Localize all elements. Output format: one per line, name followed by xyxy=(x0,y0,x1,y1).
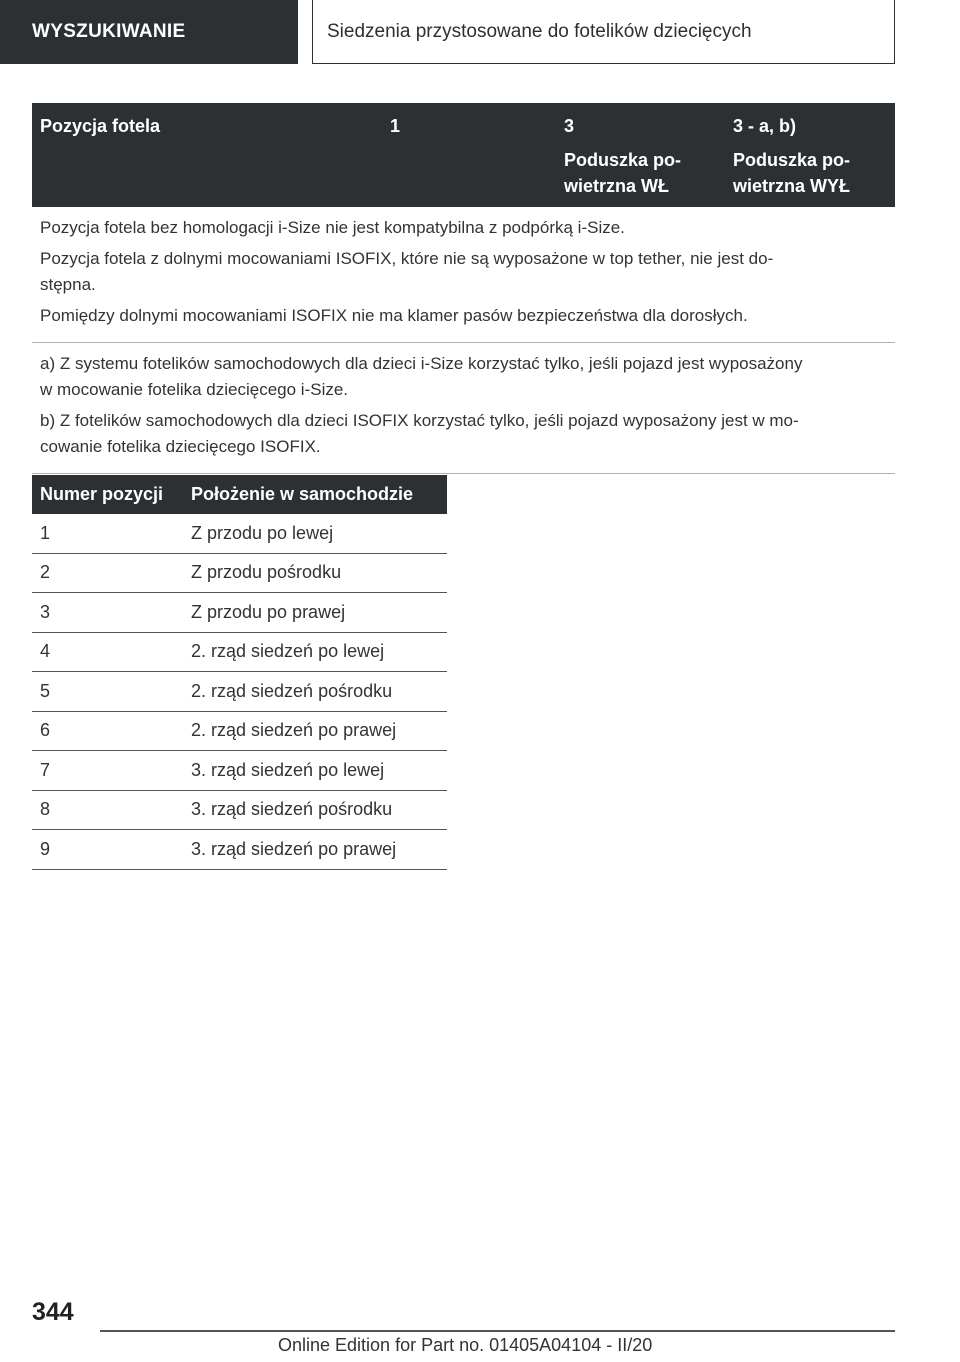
seat-table-header-row xyxy=(32,103,895,207)
position-location: Z przodu pośrodku xyxy=(183,553,447,593)
seat-table-header-cell xyxy=(32,103,382,207)
table-row xyxy=(32,790,447,830)
edition-footer[interactable]: Online Edition for Part no. 01405A04104 - II/20 xyxy=(278,1335,653,1355)
seat-table-header-cell xyxy=(382,103,556,207)
page-title: Siedzenia przystosowane do fotelików dziecięcych xyxy=(312,0,895,64)
position-location: 2. rząd siedzeń po prawej xyxy=(183,711,447,751)
position-number: 1 xyxy=(32,514,183,553)
header-sub: Poduszka po- wietrzna WŁ xyxy=(564,150,682,196)
table-row xyxy=(32,830,447,870)
position-number: 4 xyxy=(32,632,183,672)
position-location: Z przodu po prawej xyxy=(183,593,447,633)
header-main: 1 xyxy=(390,116,401,136)
page-number: 344 xyxy=(32,1298,74,1326)
table-row xyxy=(32,632,447,672)
header-main: 3 xyxy=(564,116,575,136)
seat-table-header-cell xyxy=(725,103,895,207)
header-sub: Poduszka po- wietrzna WYŁ xyxy=(733,150,851,196)
section-tab-search[interactable]: WYSZUKIWANIE xyxy=(0,0,298,64)
notes-cell xyxy=(32,207,895,343)
position-number: 7 xyxy=(32,751,183,791)
footnotes-cell xyxy=(32,343,895,474)
position-location: 3. rząd siedzeń po lewej xyxy=(183,751,447,791)
footnotes-row xyxy=(32,343,895,474)
position-number: 9 xyxy=(32,830,183,870)
position-table-header-cell: Numer pozycji xyxy=(32,475,183,514)
position-location: Z przodu po lewej xyxy=(183,514,447,553)
table-row xyxy=(32,672,447,712)
position-location: 3. rząd siedzeń po prawej xyxy=(183,830,447,870)
table-row xyxy=(32,514,447,553)
note-text: Pozycja fotela bez homologacji i-Size nie jest kompatybilna z podpórką i-Size. xyxy=(40,218,625,237)
position-number: 3 xyxy=(32,593,183,633)
table-row xyxy=(32,553,447,593)
note-text: Pomiędzy dolnymi mocowaniami ISOFIX nie ma klamer pasów bezpieczeństwa dla dorosłych. xyxy=(40,306,748,325)
footnote-text: a) Z systemu fotelików samochodowych dla dzieci i-Size korzystać tylko, jeśli pojazd jest wyposażony w mocowanie fotelika dziecięcego i-Size. xyxy=(40,354,803,399)
position-number: 8 xyxy=(32,790,183,830)
position-number: 2 xyxy=(32,553,183,593)
notes-row xyxy=(32,207,895,343)
position-location: 2. rząd siedzeń po lewej xyxy=(183,632,447,672)
position-location: 2. rząd siedzeń pośrodku xyxy=(183,672,447,712)
position-number-table xyxy=(32,475,447,870)
table-row xyxy=(32,593,447,633)
position-table-header-row xyxy=(32,475,447,514)
seat-position-table xyxy=(32,103,895,474)
position-number: 5 xyxy=(32,672,183,712)
header-main: 3 - a, b) xyxy=(733,116,797,136)
note-text: Pozycja fotela z dolnymi mocowaniami ISOFIX, które nie są wyposażone w top tether, nie jest do- stępna. xyxy=(40,249,774,294)
seat-table-header-cell xyxy=(556,103,725,207)
footer-divider xyxy=(100,1330,895,1332)
position-table-header-cell: Położenie w samochodzie xyxy=(183,475,447,514)
position-number: 6 xyxy=(32,711,183,751)
top-bar xyxy=(0,0,960,66)
header-main: Pozycja fotela xyxy=(40,116,161,136)
table-row xyxy=(32,751,447,791)
table-row xyxy=(32,711,447,751)
footnote-text: b) Z fotelików samochodowych dla dzieci ISOFIX korzystać tylko, jeśli pojazd wyposażony jest w mo- cowanie fotelika dziecięcego ISOFIX. xyxy=(40,411,799,456)
position-location: 3. rząd siedzeń pośrodku xyxy=(183,790,447,830)
